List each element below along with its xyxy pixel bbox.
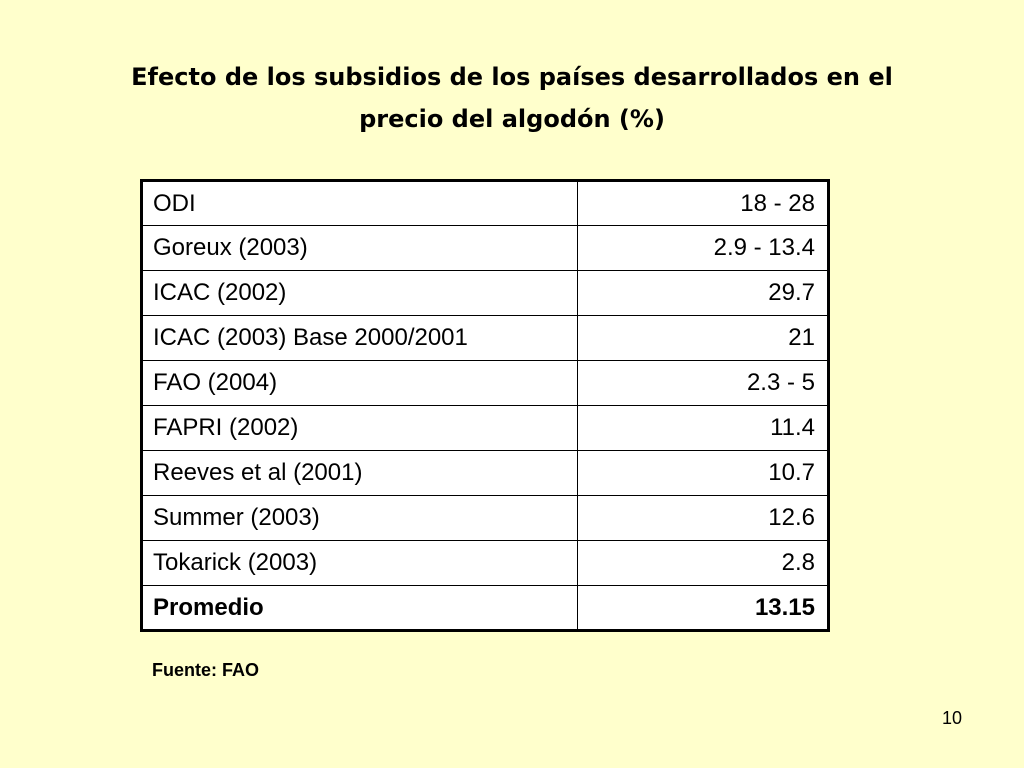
source-label-cell: FAPRI (2002) (142, 406, 578, 451)
table-row-average (142, 586, 829, 631)
table-row (142, 316, 829, 361)
effect-value-cell: 11.4 (578, 406, 829, 451)
effect-value-cell: 29.7 (578, 271, 829, 316)
source-note: Fuente: FAO (152, 660, 259, 680)
source-label-cell: Summer (2003) (142, 496, 578, 541)
source-label-cell: ICAC (2003) Base 2000/2001 (142, 316, 578, 361)
table-row (142, 496, 829, 541)
table-row (142, 451, 829, 496)
table-row (142, 226, 829, 271)
effect-value-cell: 13.15 (578, 586, 829, 631)
table-row (142, 181, 829, 226)
source-label-cell: Goreux (2003) (142, 226, 578, 271)
effect-value-cell: 12.6 (578, 496, 829, 541)
effect-value-cell: 21 (578, 316, 829, 361)
table-row (142, 406, 829, 451)
source-label-cell: Reeves et al (2001) (142, 451, 578, 496)
slide-title-line-2: precio del algodón (%) (359, 105, 665, 133)
effect-value-cell: 18 - 28 (578, 181, 829, 226)
source-label-cell: FAO (2004) (142, 361, 578, 406)
effect-value-cell: 2.3 - 5 (578, 361, 829, 406)
table-row (142, 361, 829, 406)
source-label-cell: Tokarick (2003) (142, 541, 578, 586)
table-body (142, 181, 829, 631)
slide-title-line-1: Efecto de los subsidios de los países desarrollados en el (131, 63, 893, 91)
table-row (142, 541, 829, 586)
page-number: 10 (941, 708, 962, 728)
effect-value-cell: 10.7 (578, 451, 829, 496)
source-label-cell: Promedio (142, 586, 578, 631)
source-label-cell: ICAC (2002) (142, 271, 578, 316)
source-label-cell: ODI (142, 181, 578, 226)
table-row (142, 271, 829, 316)
effect-value-cell: 2.9 - 13.4 (578, 226, 829, 271)
subsidy-effect-table (140, 179, 830, 632)
slide-title (40, 56, 984, 140)
effect-value-cell: 2.8 (578, 541, 829, 586)
